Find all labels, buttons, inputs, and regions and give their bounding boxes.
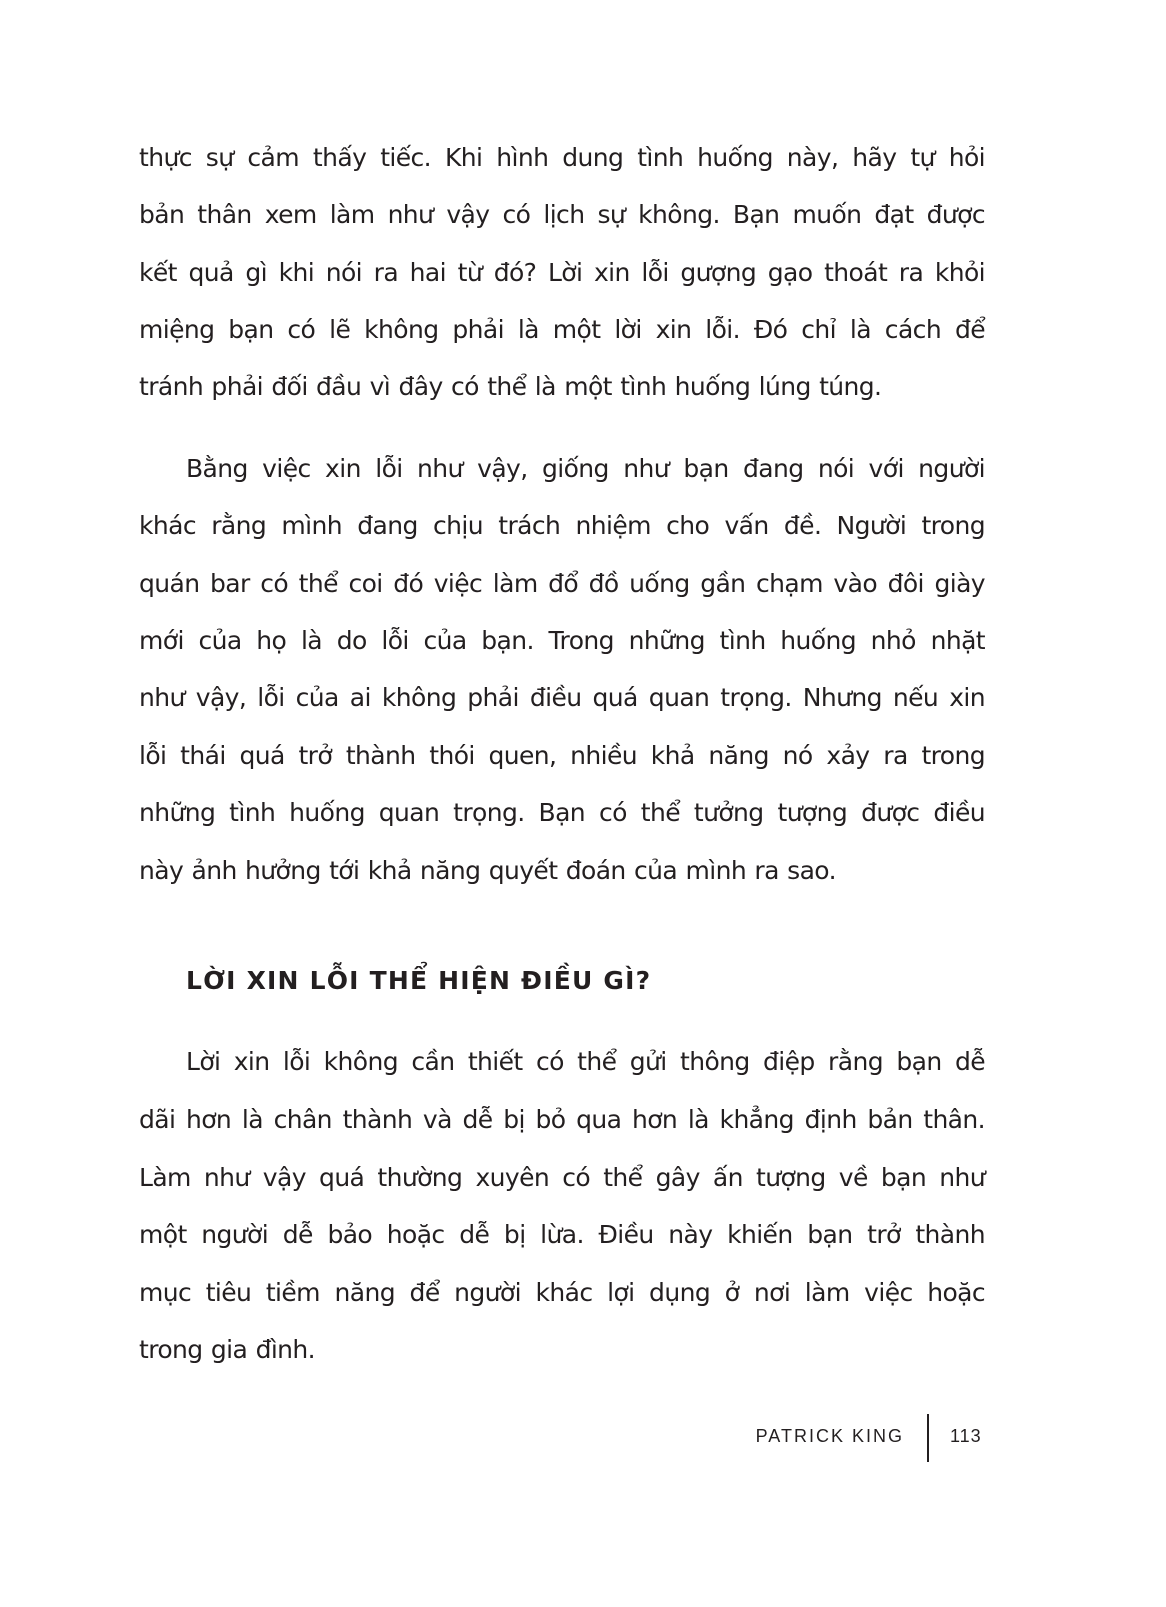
paragraph-2-line-8: này ảnh hưởng tới khả năng quyết đoán của mình ra sao.	[139, 856, 836, 885]
paragraph-1-line-4: miệng bạn có lẽ không phải là một lời xin lỗi. Đó chỉ là cách để	[139, 315, 985, 344]
section-heading: LỜI XIN LỖI THỂ HIỆN ĐIỀU GÌ?	[186, 966, 652, 995]
paragraph-2-line-6: lỗi thái quá trở thành thói quen, nhiều khả năng nó xảy ra trong	[139, 741, 985, 770]
paragraph-1-line-1: thực sự cảm thấy tiếc. Khi hình dung tình huống này, hãy tự hỏi	[139, 143, 985, 172]
paragraph-2-line-2: khác rằng mình đang chịu trách nhiệm cho vấn đề. Người trong	[139, 511, 985, 540]
footer-author: PATRICK KING	[755, 1426, 904, 1446]
paragraph-1-line-3: kết quả gì khi nói ra hai từ đó? Lời xin lỗi gượng gạo thoát ra khỏi	[139, 258, 985, 287]
paragraph-2-line-5: như vậy, lỗi của ai không phải điều quá quan trọng. Nhưng nếu xin	[139, 683, 985, 712]
section-paragraph-line-2: dãi hơn là chân thành và dễ bị bỏ qua hơn là khẳng định bản thân.	[139, 1105, 985, 1134]
section-paragraph-line-3: Làm như vậy quá thường xuyên có thể gây ấn tượng về bạn như	[139, 1163, 985, 1192]
paragraph-2-line-7: những tình huống quan trọng. Bạn có thể tưởng tượng được điều	[139, 798, 985, 827]
section-paragraph-line-4: một người dễ bảo hoặc dễ bị lừa. Điều này khiến bạn trở thành	[139, 1220, 985, 1249]
section-paragraph-line-5: mục tiêu tiềm năng để người khác lợi dụng ở nơi làm việc hoặc	[139, 1278, 985, 1307]
paragraph-1-line-2: bản thân xem làm như vậy có lịch sự không. Bạn muốn đạt được	[139, 200, 985, 229]
section-paragraph-line-6: trong gia đình.	[139, 1335, 316, 1364]
section-paragraph-line-1: Lời xin lỗi không cần thiết có thể gửi thông điệp rằng bạn dễ	[186, 1047, 985, 1076]
footer-divider	[927, 1414, 929, 1462]
paragraph-2-line-1: Bằng việc xin lỗi như vậy, giống như bạn đang nói với người	[186, 454, 985, 483]
paragraph-1-line-5: tránh phải đối đầu vì đây có thể là một tình huống lúng túng.	[139, 372, 882, 401]
paragraph-2-line-4: mới của họ là do lỗi của bạn. Trong những tình huống nhỏ nhặt	[139, 626, 985, 655]
paragraph-2-line-3: quán bar có thể coi đó việc làm đổ đồ uống gần chạm vào đôi giày	[139, 569, 985, 598]
page-number: 113	[950, 1426, 982, 1446]
